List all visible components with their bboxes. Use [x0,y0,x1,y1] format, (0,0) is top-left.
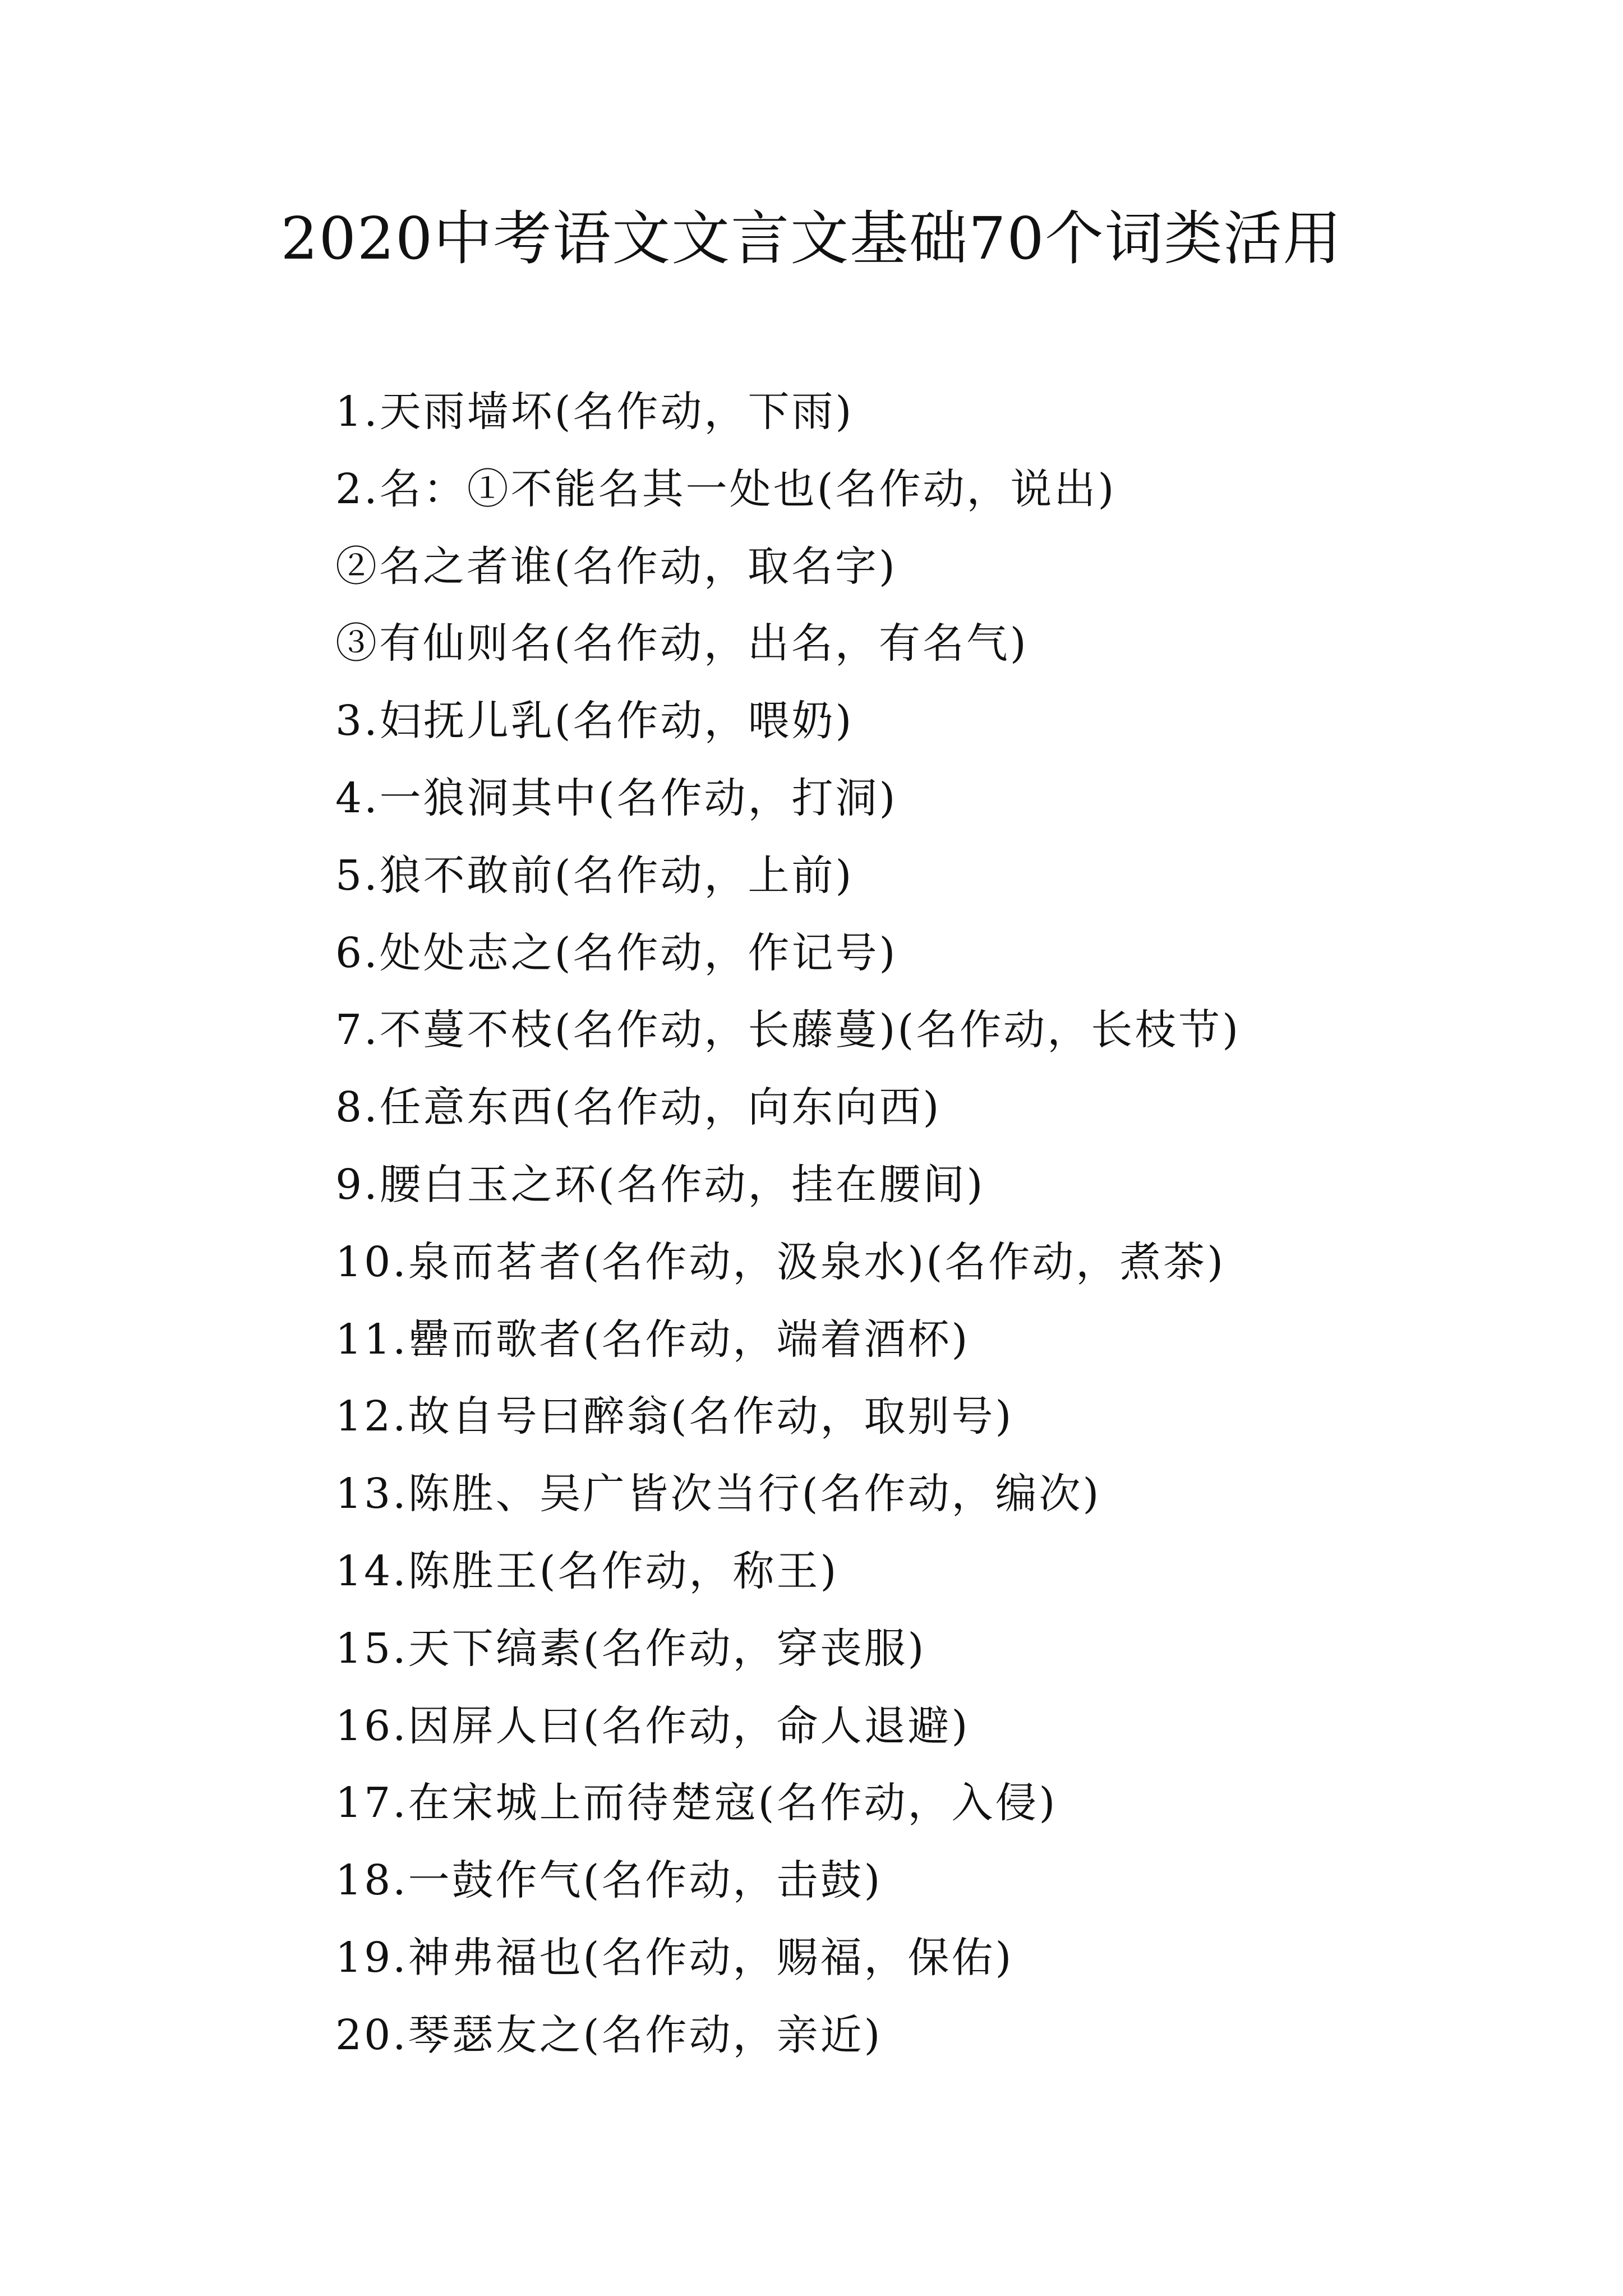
list-item: 20.琴瑟友之(名作动，亲近) [335,2010,883,2059]
list-item: 8.任意东西(名作动，向东向西) [335,1083,942,1132]
document-title: 2020中考语文文言文基础70个词类活用 [280,204,1343,273]
list-item: 12.故自号曰醉翁(名作动，取别号) [335,1392,1014,1441]
list-item: 17.在宋城上而待楚寇(名作动，入侵) [335,1779,1058,1828]
entry-list [335,374,1569,2074]
list-item: 1.天雨墙坏(名作动，下雨) [335,388,854,436]
list-item: 4.一狼洞其中(名作动，打洞) [335,774,898,822]
list-item: 15.天下缟素(名作动，穿丧服) [335,1624,926,1673]
list-item: 5.狼不敢前(名作动，上前) [335,851,854,900]
list-item: ②名之者谁(名作动，取名字) [335,542,897,591]
list-item: 14.陈胜王(名作动，称王) [335,1547,839,1595]
list-item: 18.一鼓作气(名作动，击鼓) [335,1856,883,1905]
list-item: 19.神弗福也(名作动，赐福，保佑) [335,1933,1014,1982]
list-item: 16.因屏人曰(名作动，命人退避) [335,1701,970,1750]
list-item: 11.罍而歌者(名作动，端着酒杯) [335,1315,970,1364]
list-item: 3.妇抚儿乳(名作动，喂奶) [335,697,854,746]
list-item: ③有仙则名(名作动，出名，有名气) [335,619,1029,668]
list-item: 2.名：①不能名其一处也(名作动，说出) [335,464,1117,513]
list-item: 7.不蔓不枝(名作动，长藤蔓)(名作动，长枝节) [335,1006,1241,1055]
list-item: 10.泉而茗者(名作动，汲泉水)(名作动，煮茶) [335,1237,1226,1286]
list-item: 9.腰白玉之环(名作动，挂在腰间) [335,1160,985,1209]
list-item: 6.处处志之(名作动，作记号) [335,928,898,977]
list-item: 13.陈胜、吴广皆次当行(名作动，编次) [335,1470,1101,1519]
